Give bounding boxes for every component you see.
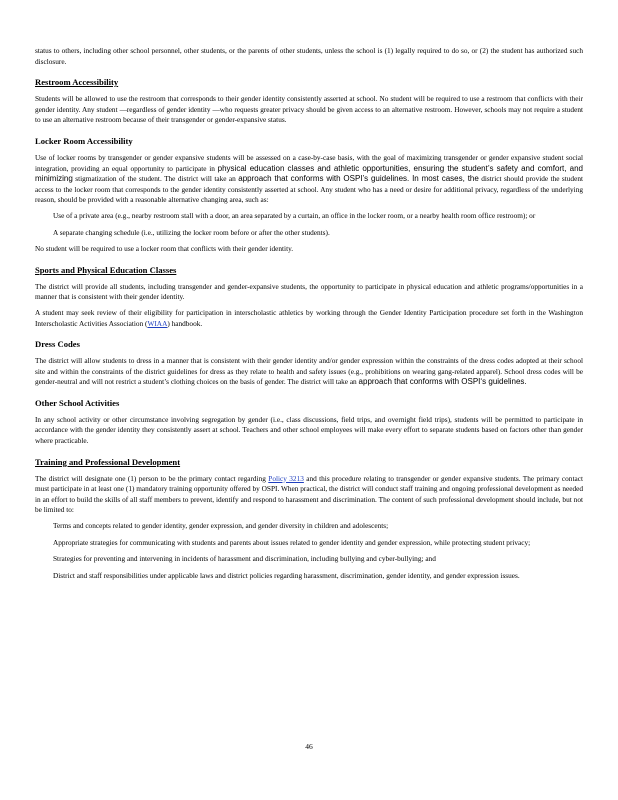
policy-3213-link[interactable]: Policy 3213 [268,473,304,483]
list-item: Terms and concepts related to gender identity, gender expression, and gender diversity in children and adolescents; [35,521,583,532]
list-item: Strategies for preventing and intervening in incidents of harassment and discrimination, including bullying and cyber-bullying; and [35,554,583,565]
dress-paragraph: The district will allow students to dress in a manner that is consistent with their gender identity and/or gender expression within the constraints of the dress codes adopted at their school site and within the constraints of the district guidelines for dress as they relate to health and safety issues (e.g., prohibitions on wearing gang-related apparel). School dress codes will be gender-neutral and will not restrict a student’s clothing choices on the basis of gender. The district will take an approach that conforms with OSPI‘s guidelines. [35,356,583,387]
other-activities-paragraph: In any school activity or other circumstance involving segregation by gender (i.e., class discussions, field trips, and overnight field trips), students will be permitted to participate in accordance with the gender identity they consistently assert at school. Teachers and other school employees will make every effort to separate students based on factors other than gender where practicable. [35,414,583,446]
sports-paragraph-2: A student may seek review of their eligibility for participation in interscholastic athletics by working through the Gender Identity Participation procedure set forth in the Washington Interscholastic Activities Association (WIAA) handbook. [35,307,583,328]
bullet-icon [35,228,41,239]
locker-paragraph: Use of locker rooms by transgender or gender expansive students will be assessed on a case-by-case basis, with the goal of maximizing transgender or gender expansive student social integration, providing an equal opportunity to participate in physical education classes and athletic opportunities, ensuring the student’s safety and comfort, and minimizing stigmatization of the student. The district will take an approach that conforms with OSPI’s guidelines. In most cases, the district should provide the student access to the locker room that corresponds to the gender identity consistently asserted at school. Any student who has a need or desire for additional privacy, regardless of the underlying reason, should be provided with a reasonable alternative changing area, such as: [35,152,583,205]
training-topics-list [35,521,583,581]
restroom-heading: Restroom Accessibility [35,77,119,88]
intro-paragraph: status to others, including other school personnel, other students, or the parents of other students, unless the school is (1) legally required to do so, or (2) the student has authorized such disclosure. [35,46,583,66]
bullet-icon [35,521,41,532]
locker-options-list [35,211,583,238]
wiaa-link[interactable]: WIAA [147,318,168,328]
dress-heading: Dress Codes [35,339,80,350]
locker-heading: Locker Room Accessibility [35,135,133,146]
other-activities-heading: Other School Activities [35,397,120,408]
bullet-icon [35,554,41,565]
list-item: Use of a private area (e.g., nearby restroom stall with a door, an area separated by a curtain, an office in the locker room, or a nearby health room office restroom); or [35,211,583,222]
bullet-icon [35,211,41,222]
training-paragraph: The district will designate one (1) person to be the primary contact regarding Policy 3213 and this procedure relating to transgender or gender expansive students. The primary contact must participate in at least one (1) mandatory training opportunity offered by OSPI. When practical, the district will conduct staff training and ongoing professional development as needed in an effort to build the skills of all staff members to prevent, identify and respond to harassment and discrimination. The content of such professional development should include, but not be limited to: [35,473,583,515]
restroom-paragraph: Students will be allowed to use the restroom that corresponds to their gender identity consistently asserted at school. No student will be required to use a restroom that conflicts with their gender identity. Any student —regardless of gender identity —who requests greater privacy should be given access to an alternative restroom. However, schools may not require a student to use an alternative restroom because of their transgender or gender-expansive status. [35,94,583,125]
bullet-icon [35,538,41,549]
list-item: A separate changing schedule (i.e., utilizing the locker room before or after the other students). [35,228,583,239]
bullet-icon [35,571,41,582]
sports-paragraph: The district will provide all students, including transgender and gender-expansive students, the opportunity to participate in physical education and athletic programs/opportunities in a manner that is consistent with their gender identity. [35,281,583,302]
list-item: Appropriate strategies for communicating with students and parents about issues related to gender identity and gender expression, while protecting student privacy; [35,538,583,549]
locker-paragraph-2: No student will be required to use a locker room that conflicts with their gender identity. [35,244,294,254]
document-page [35,46,583,587]
list-item: District and staff responsibilities under applicable laws and district policies regarding harassment, discrimination, gender identity, and gender expression issues. [35,571,583,582]
sports-heading: Sports and Physical Education Classes [35,264,177,275]
page-number: 46 [305,742,313,751]
training-heading: Training and Professional Development [35,456,181,467]
